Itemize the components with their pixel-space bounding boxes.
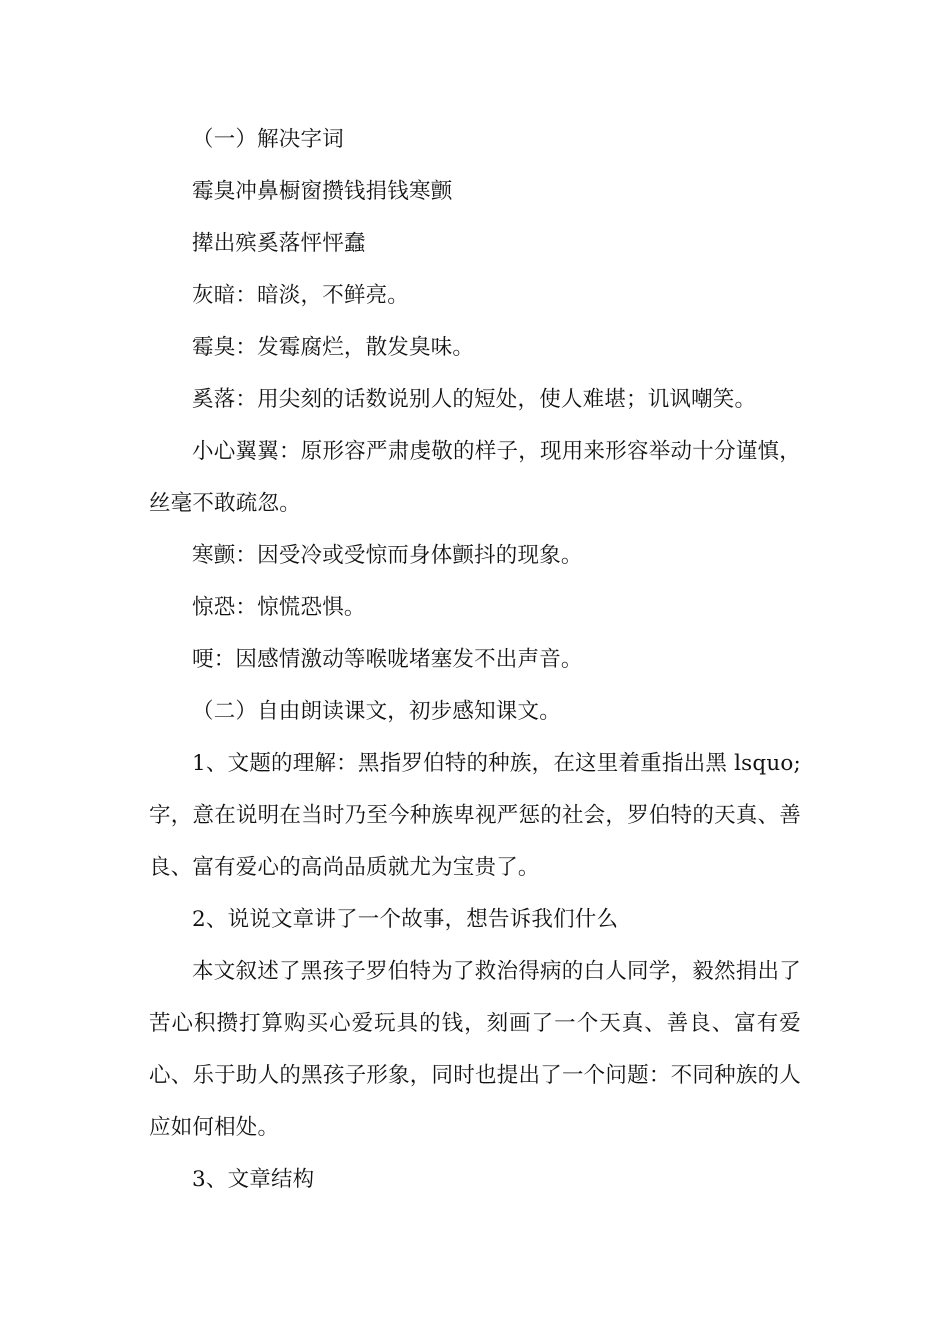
definition-jingkong: 惊恐：惊慌恐惧。 <box>192 595 366 620</box>
document-body <box>149 114 801 1206</box>
definition-huian: 灰暗：暗淡，不鲜亮。 <box>192 283 410 308</box>
definition-hanchan: 寒颤：因受冷或受惊而身体颤抖的现象。 <box>192 543 583 568</box>
vocabulary-line-2: 撵出殡奚落怦怦蠢 <box>192 231 366 256</box>
point-story-question: 2、说说文章讲了一个故事，想告诉我们什么 <box>192 907 619 932</box>
definition-xiaoxinyiyi: 小心翼翼：原形容严肃虔敬的样子，现用来形容举动十分谨慎，丝毫不敢疏忽。 <box>149 439 801 516</box>
definition-geng: 哽：因感情激动等喉咙堵塞发不出声音。 <box>192 647 583 672</box>
definition-meichou: 霉臭：发霉腐烂，散发臭味。 <box>192 335 475 360</box>
vocabulary-line-1: 霉臭冲鼻橱窗攒钱捐钱寒颤 <box>192 179 453 204</box>
point-title-understanding: 1、文题的理解：黑指罗伯特的种族，在这里着重指出黑 lsquo;字，意在说明在当时乃至今种族卑视严惩的社会，罗伯特的天真、善良、富有爱心的高尚品质就尤为宝贵了。 <box>149 751 801 880</box>
story-summary: 本文叙述了黑孩子罗伯特为了救治得病的白人同学，毅然捐出了苦心积攒打算购买心爱玩具的钱，刻画了一个天真、善良、富有爱心、乐于助人的黑孩子形象，同时也提出了一个问题：不同种族的人应如何相处。 <box>149 959 801 1140</box>
definition-xiluo: 奚落：用尖刻的话数说别人的短处，使人难堪；讥讽嘲笑。 <box>192 387 757 412</box>
section-heading-vocabulary: （一）解决字词 <box>192 127 344 152</box>
section-heading-reading: （二）自由朗读课文，初步感知课文。 <box>192 699 561 724</box>
point-structure: 3、文章结构 <box>192 1167 315 1192</box>
